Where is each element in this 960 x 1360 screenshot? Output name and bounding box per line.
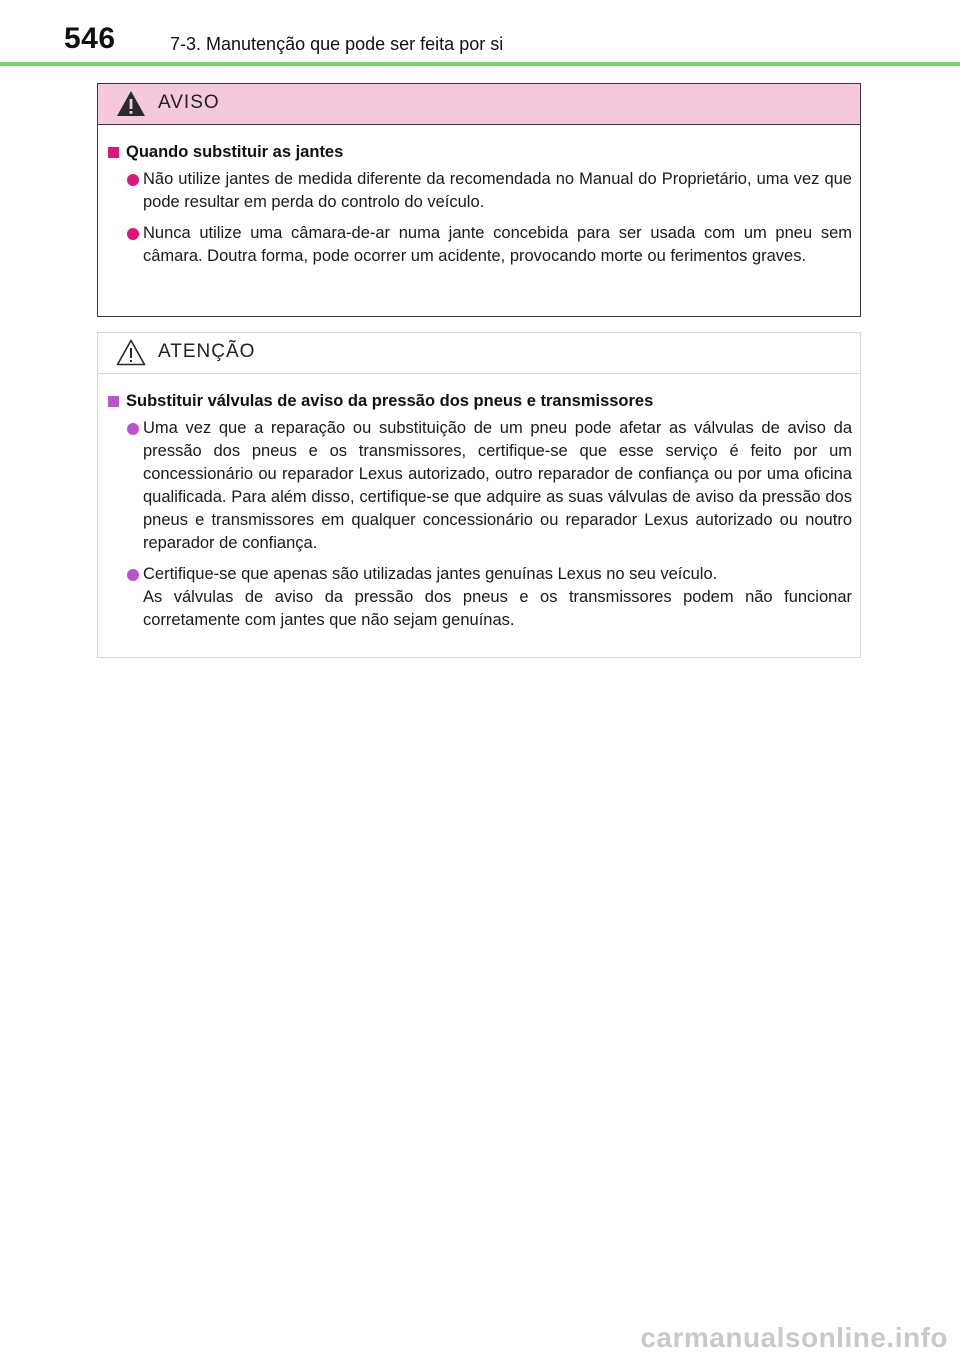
- caution-triangle-icon: [116, 339, 146, 366]
- warning-box-title: AVISO: [158, 92, 220, 113]
- page-header: [0, 0, 960, 70]
- warning-box: [97, 83, 861, 317]
- circle-bullet-icon: [127, 228, 139, 240]
- square-bullet-icon: [108, 147, 119, 158]
- caution-bullet: Uma vez que a reparação ou substituição de um pneu pode afetar as válvulas de aviso da pressão dos pneus e os transmissores, certifique-se que esse serviço é feito por um concessionário ou reparador Lexus autorizado, outro reparador de confiança ou por uma oficina qualificada. Para além disso, certifique-se que adquire as suas válvulas de aviso da pressão dos pneus e transmissores em qualquer concessionário ou reparador Lexus autorizado ou noutro reparador de confiança.: [106, 417, 852, 555]
- page-number: 546: [64, 22, 116, 55]
- warning-bullet: Nunca utilize uma câmara-de-ar numa jante concebida para ser usada com um pneu sem câmara. Doutra forma, pode ocorrer um acidente, provocando morte ou ferimentos graves.: [106, 222, 852, 268]
- warning-bullet: Não utilize jantes de medida diferente da recomendada no Manual do Proprietário, uma vez que pode resultar em perda do controlo do veículo.: [106, 168, 852, 214]
- section-title: 7-3. Manutenção que pode ser feita por si: [170, 34, 504, 54]
- warning-box-header: [98, 84, 860, 125]
- caution-subheading: Substituir válvulas de aviso da pressão dos pneus e transmissores: [106, 392, 852, 411]
- header-rule: [0, 62, 960, 66]
- caution-bullet-continuation: As válvulas de aviso da pressão dos pneus e os transmissores podem não funcionar corretamente com jantes que não sejam genuínas.: [143, 588, 852, 629]
- caution-box-header: [98, 333, 860, 374]
- square-bullet-icon: [108, 396, 119, 407]
- watermark: carmanualsonline.info: [640, 1322, 948, 1353]
- caution-box-title: ATENÇÃO: [158, 341, 256, 362]
- warning-triangle-icon: [116, 90, 146, 117]
- circle-bullet-icon: [127, 423, 139, 435]
- warning-subheading: Quando substituir as jantes: [106, 143, 852, 162]
- circle-bullet-icon: [127, 569, 139, 581]
- circle-bullet-icon: [127, 174, 139, 186]
- caution-box: [97, 332, 861, 658]
- caution-bullet: Certifique-se que apenas são utilizadas jantes genuínas Lexus no seu veículo. As válvulas de aviso da pressão dos pneus e os transmissores podem não funcionar corretamente com jantes que não sejam genuínas.: [106, 563, 852, 632]
